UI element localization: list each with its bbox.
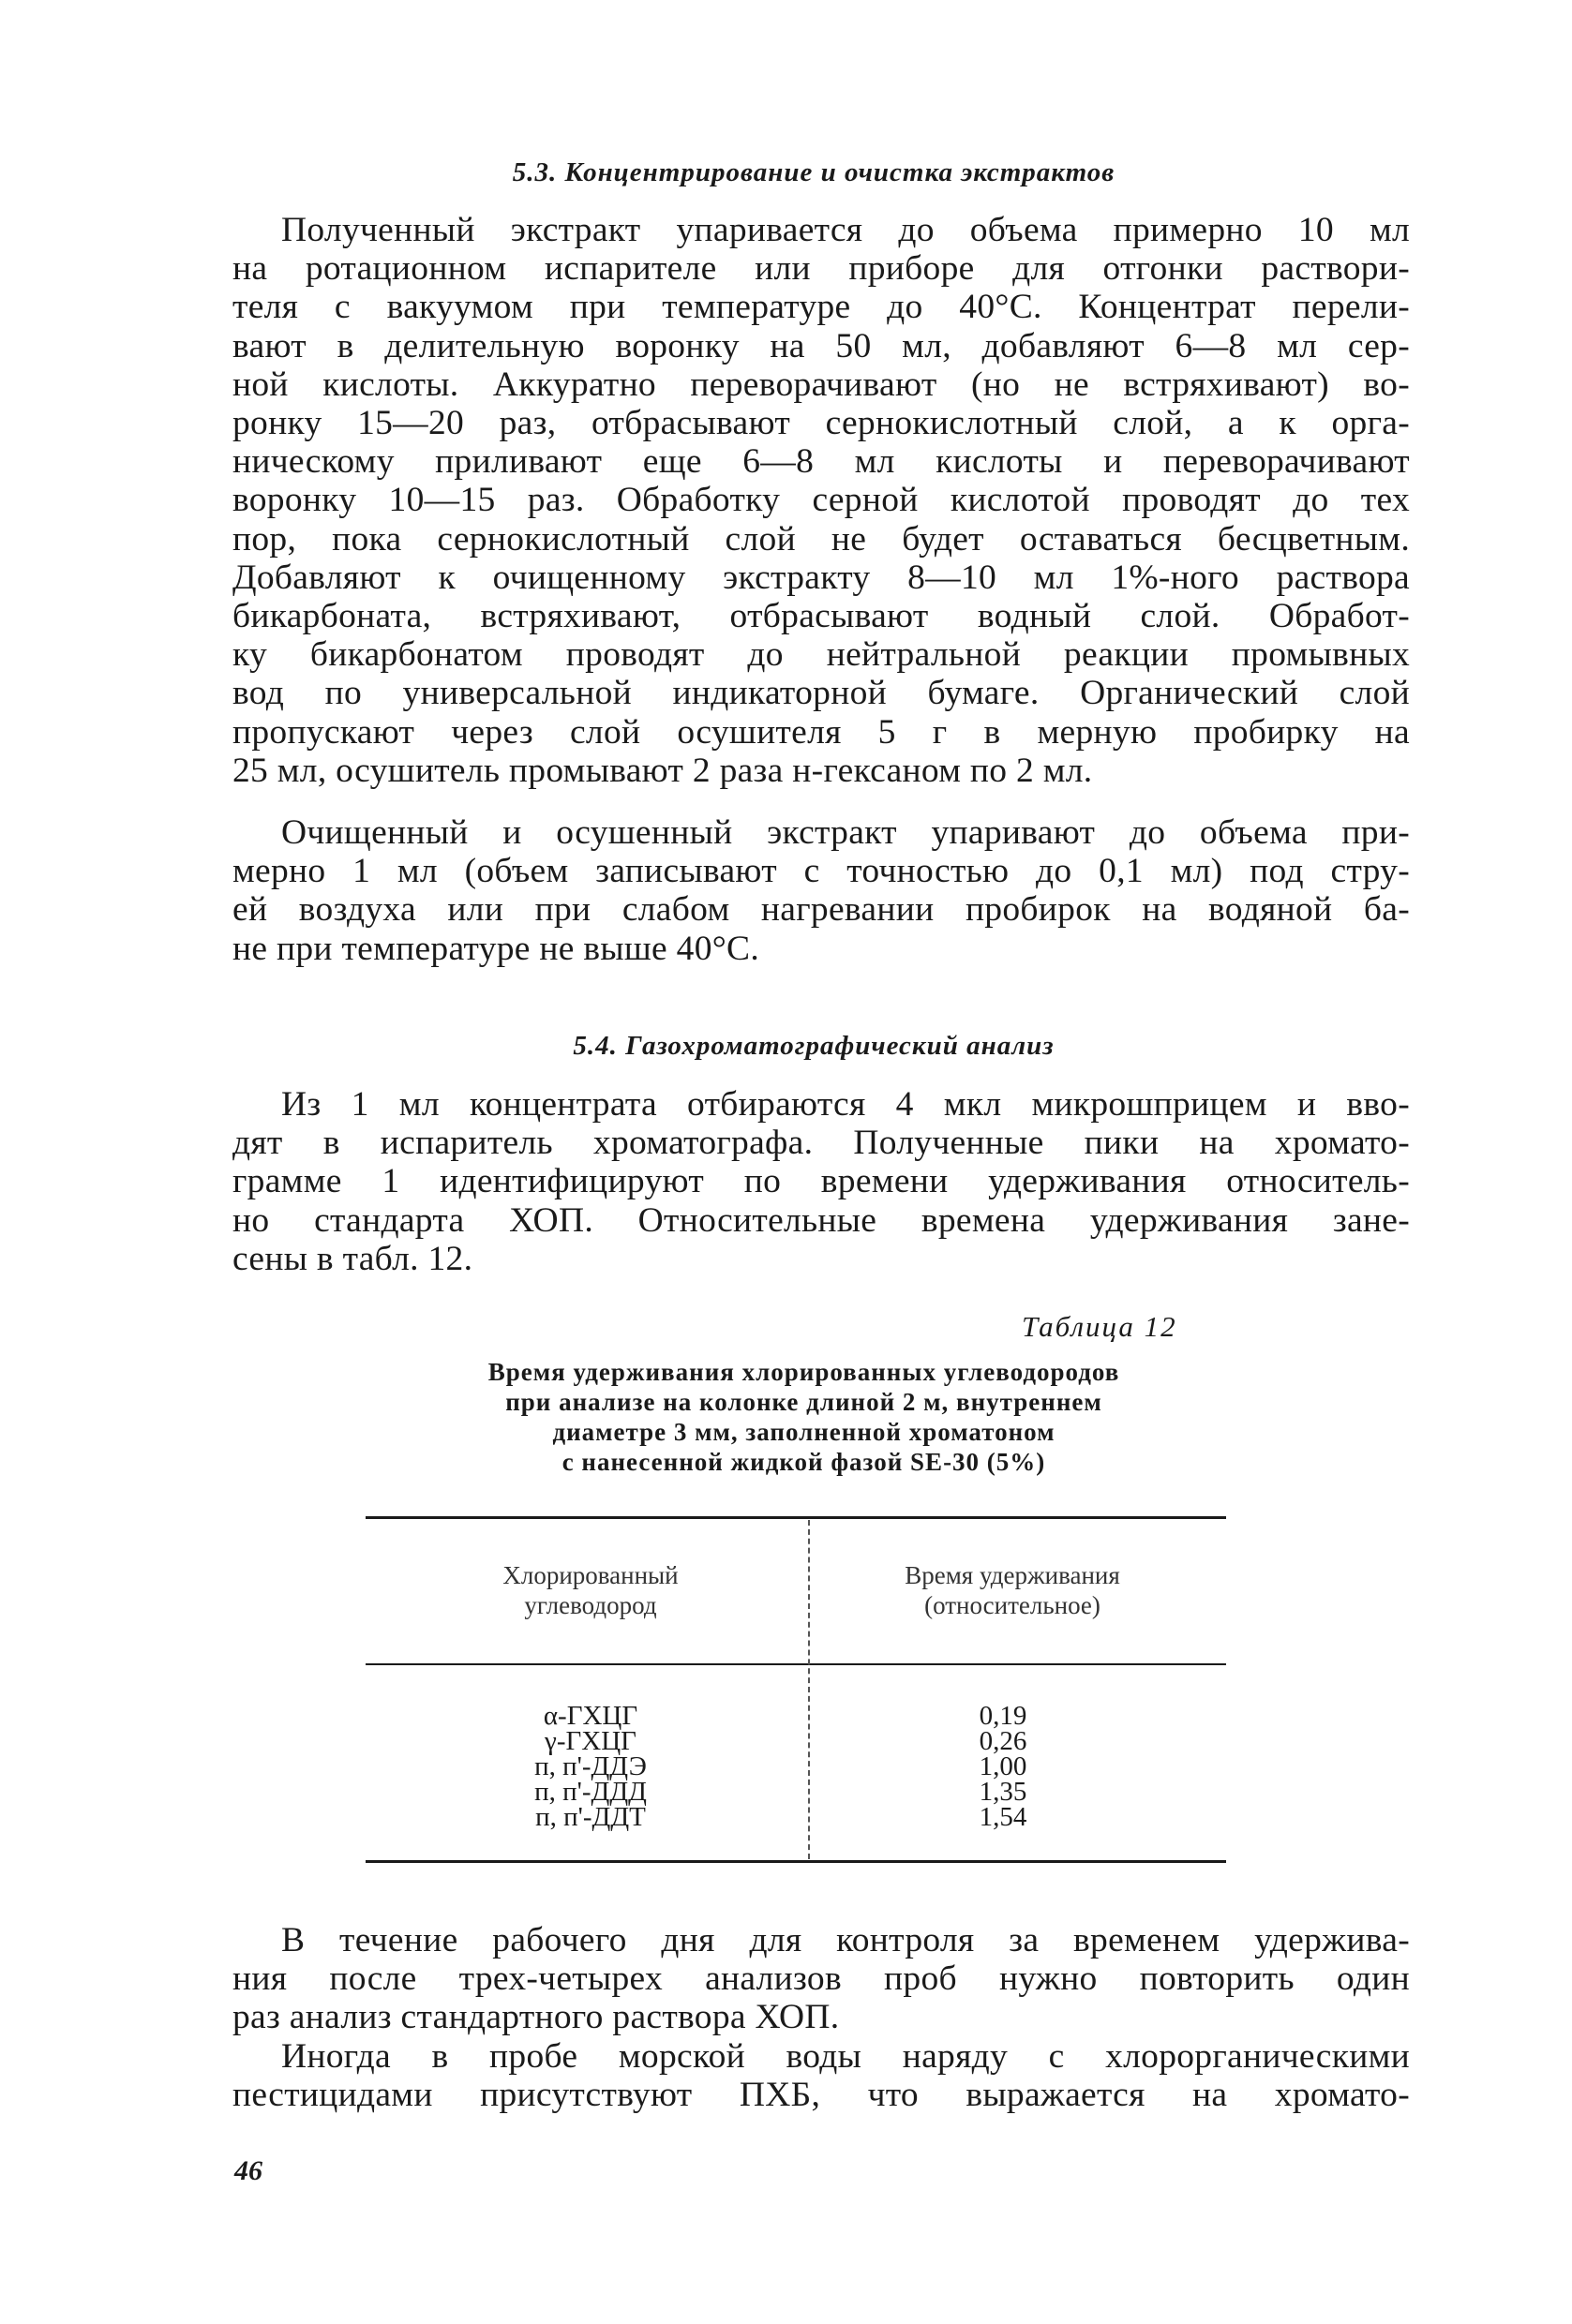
text-line: вод по универсальной индикаторной бумаге. Органический слой xyxy=(232,674,1410,713)
section-heading-5-3: 5.3. Концентрирование и очистка экстрактов xyxy=(512,157,1115,187)
table-cell-compound: п, п'-ДДД xyxy=(534,1777,647,1807)
text-line: но стандарта ХОП. Относительные времена удерживания зане- xyxy=(232,1200,1410,1240)
table-cell-value: 0,26 xyxy=(979,1726,1027,1756)
text-line: не при температуре не выше 40°С. xyxy=(232,929,760,968)
text-line: 25 мл, осушитель промывают 2 раза н-гексаном по 2 мл. xyxy=(232,751,1093,790)
text-line: дят в испаритель хроматографа. Полученные пики на хромато- xyxy=(232,1124,1410,1163)
table-cell-value: 0,19 xyxy=(979,1701,1027,1731)
table-cell-compound: п, п'-ДДЭ xyxy=(534,1751,647,1781)
text-line: Очищенный и осушенный экстракт упаривают до объема при- xyxy=(281,813,1410,852)
text-line: бикарбоната, встряхивают, отбрасывают водный слой. Обработ- xyxy=(232,597,1410,636)
table-top-rule xyxy=(366,1516,1226,1519)
table-cell-value: 1,54 xyxy=(979,1802,1027,1832)
paragraph-extract-concentration xyxy=(232,211,1410,790)
paragraph-extract-evaporation xyxy=(232,813,1410,968)
caption-line: с нанесенной жидкой фазой SE-30 (5%) xyxy=(561,1448,1046,1476)
text-line: грамме 1 идентифицируют по времени удерживания относитель- xyxy=(232,1162,1410,1201)
caption-line: диаметре 3 мм, заполненной хроматоном xyxy=(552,1418,1055,1446)
text-line: воронку 10—15 раз. Обработку серной кислотой проводят до тех xyxy=(232,481,1410,520)
text-line: Полученный экстракт упаривается до объема примерно 10 мл xyxy=(281,211,1410,249)
table-cell-compound: γ-ГХЦГ xyxy=(545,1726,636,1756)
text-line: Иногда в пробе морской воды наряду с хлорорганическими xyxy=(281,2037,1410,2076)
text-line: ку бикарбонатом проводят до нейтральной реакции промывных xyxy=(232,635,1410,675)
paragraph-gc-analysis xyxy=(232,1085,1410,1278)
table-header-rule xyxy=(366,1663,1226,1665)
table-cell-value: 1,35 xyxy=(979,1777,1027,1807)
header-line: (относительное) xyxy=(924,1591,1100,1619)
paragraph-retention-control xyxy=(232,1921,1410,2037)
table-caption xyxy=(366,1357,1242,1477)
table-header-retention xyxy=(834,1560,1190,1620)
table-header-compound xyxy=(394,1560,787,1620)
paragraph-pcb-note xyxy=(232,2037,1410,2114)
text-line: на ротационном испарителе или приборе для отгонки раствори- xyxy=(232,249,1410,289)
text-line: В течение рабочего дня для контроля за временем удержива- xyxy=(281,1921,1410,1959)
caption-line: Время удерживания хлорированных углеводородов xyxy=(487,1358,1120,1386)
header-line: Время удерживания xyxy=(905,1561,1120,1589)
text-line: ния после трех-четырех анализов проб нужно повторить один xyxy=(232,1959,1410,1999)
text-line: пропускают через слой осушителя 5 г в мерную пробирку на xyxy=(232,712,1410,752)
table-cell-value: 1,00 xyxy=(979,1751,1027,1781)
text-line: пестицидами присутствуют ПХБ, что выражается на хромато- xyxy=(232,2076,1410,2115)
text-line: Из 1 мл концентрата отбираются 4 мкл микрошприцем и вво- xyxy=(281,1085,1410,1124)
text-line: ронку 15—20 раз, отбрасывают сернокислотный слой, а к орга- xyxy=(232,404,1410,443)
text-line: теля с вакуумом при температуре до 40°С. Концентрат перели- xyxy=(232,288,1410,327)
table-column-divider xyxy=(808,1520,810,1859)
table-cell-compound: α-ГХЦГ xyxy=(543,1701,638,1731)
text-line: ническому приливают еще 6—8 мл кислоты и переворачивают xyxy=(232,442,1410,482)
text-line: Добавляют к очищенному экстракту 8—10 мл 1%-ного раствора xyxy=(232,558,1410,597)
text-line: сены в табл. 12. xyxy=(232,1239,473,1278)
text-line: мерно 1 мл (объем записывают с точностью до 0,1 мл) под стру- xyxy=(232,852,1410,891)
table-label: Таблица 12 xyxy=(1022,1310,1177,1343)
table-cell-compound: п, п'-ДДТ xyxy=(535,1802,646,1832)
text-line: ей воздуха или при слабом нагревании пробирок на водяной ба- xyxy=(232,890,1410,930)
header-line: Хлорированный xyxy=(502,1561,679,1589)
text-line: раз анализ стандартного раствора ХОП. xyxy=(232,1998,840,2037)
caption-line: при анализе на колонке длиной 2 м, внутреннем xyxy=(505,1388,1102,1416)
table-bottom-rule xyxy=(366,1860,1226,1863)
header-line: углеводород xyxy=(524,1591,657,1619)
text-line: пор, пока сернокислотный слой не будет оставаться бесцветным. xyxy=(232,519,1410,559)
section-heading-5-4: 5.4. Газохроматографический анализ xyxy=(573,1031,1055,1061)
page-number: 46 xyxy=(234,2155,262,2186)
text-line: вают в делительную воронку на 50 мл, добавляют 6—8 мл сер- xyxy=(232,326,1410,365)
text-line: ной кислоты. Аккуратно переворачивают (но не встряхивают) во- xyxy=(232,365,1410,404)
